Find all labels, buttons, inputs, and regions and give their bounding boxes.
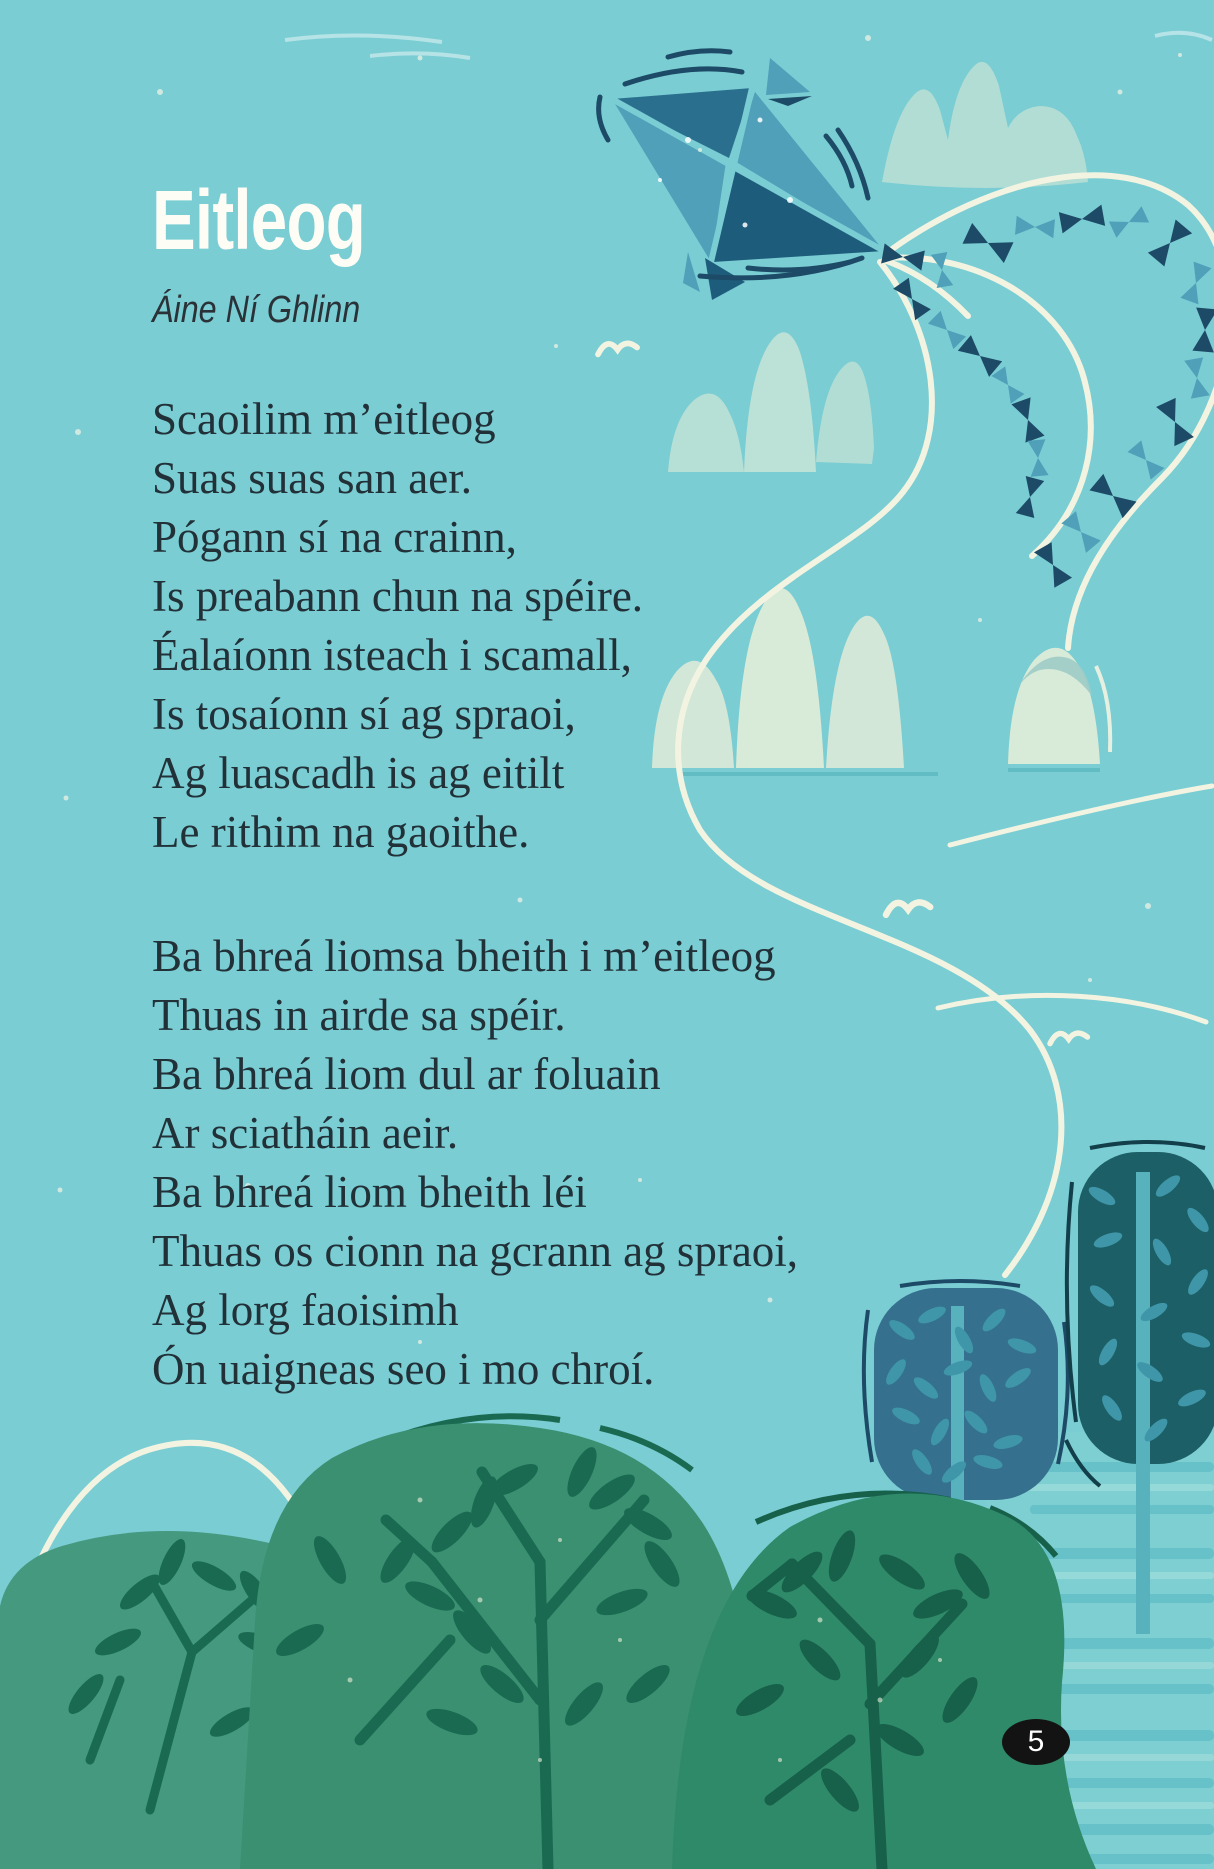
page-number-badge <box>1002 1719 1070 1765</box>
poem-line: Is preabann chun na spéire. <box>152 571 644 621</box>
poem-line: Éalaíonn isteach i scamall, <box>152 630 632 680</box>
poem-line: Ba bhreá liomsa bheith i m’eitleog <box>152 931 776 981</box>
poem-line: Ón uaigneas seo i mo chroí. <box>152 1344 655 1394</box>
poem-line: Ba bhreá liom bheith léi <box>152 1167 587 1217</box>
poem-line: Le rithim na gaoithe. <box>152 807 530 857</box>
poem-line: Pógann sí na crainn, <box>152 512 517 562</box>
poem-line: Ba bhreá liom dul ar foluain <box>152 1049 661 1099</box>
poem-line: Scaoilim m’eitleog <box>152 394 496 444</box>
poem-line: Ag lorg faoisimh <box>152 1285 459 1335</box>
poem-line: Suas suas san aer. <box>152 453 472 503</box>
poem-line: Ar sciatháin aeir. <box>152 1108 459 1158</box>
poem-author: Áine Ní Ghlinn <box>152 289 361 331</box>
poem-line: Ag luascadh is ag eitilt <box>152 748 565 798</box>
poem-line: Thuas in airde sa spéir. <box>152 990 566 1040</box>
page-number: 5 <box>1027 1725 1045 1758</box>
poem-title: Eitleog <box>152 173 365 267</box>
poem-line: Is tosaíonn sí ag spraoi, <box>152 689 576 739</box>
poem-line: Thuas os cionn na gcrann ag spraoi, <box>152 1226 799 1276</box>
